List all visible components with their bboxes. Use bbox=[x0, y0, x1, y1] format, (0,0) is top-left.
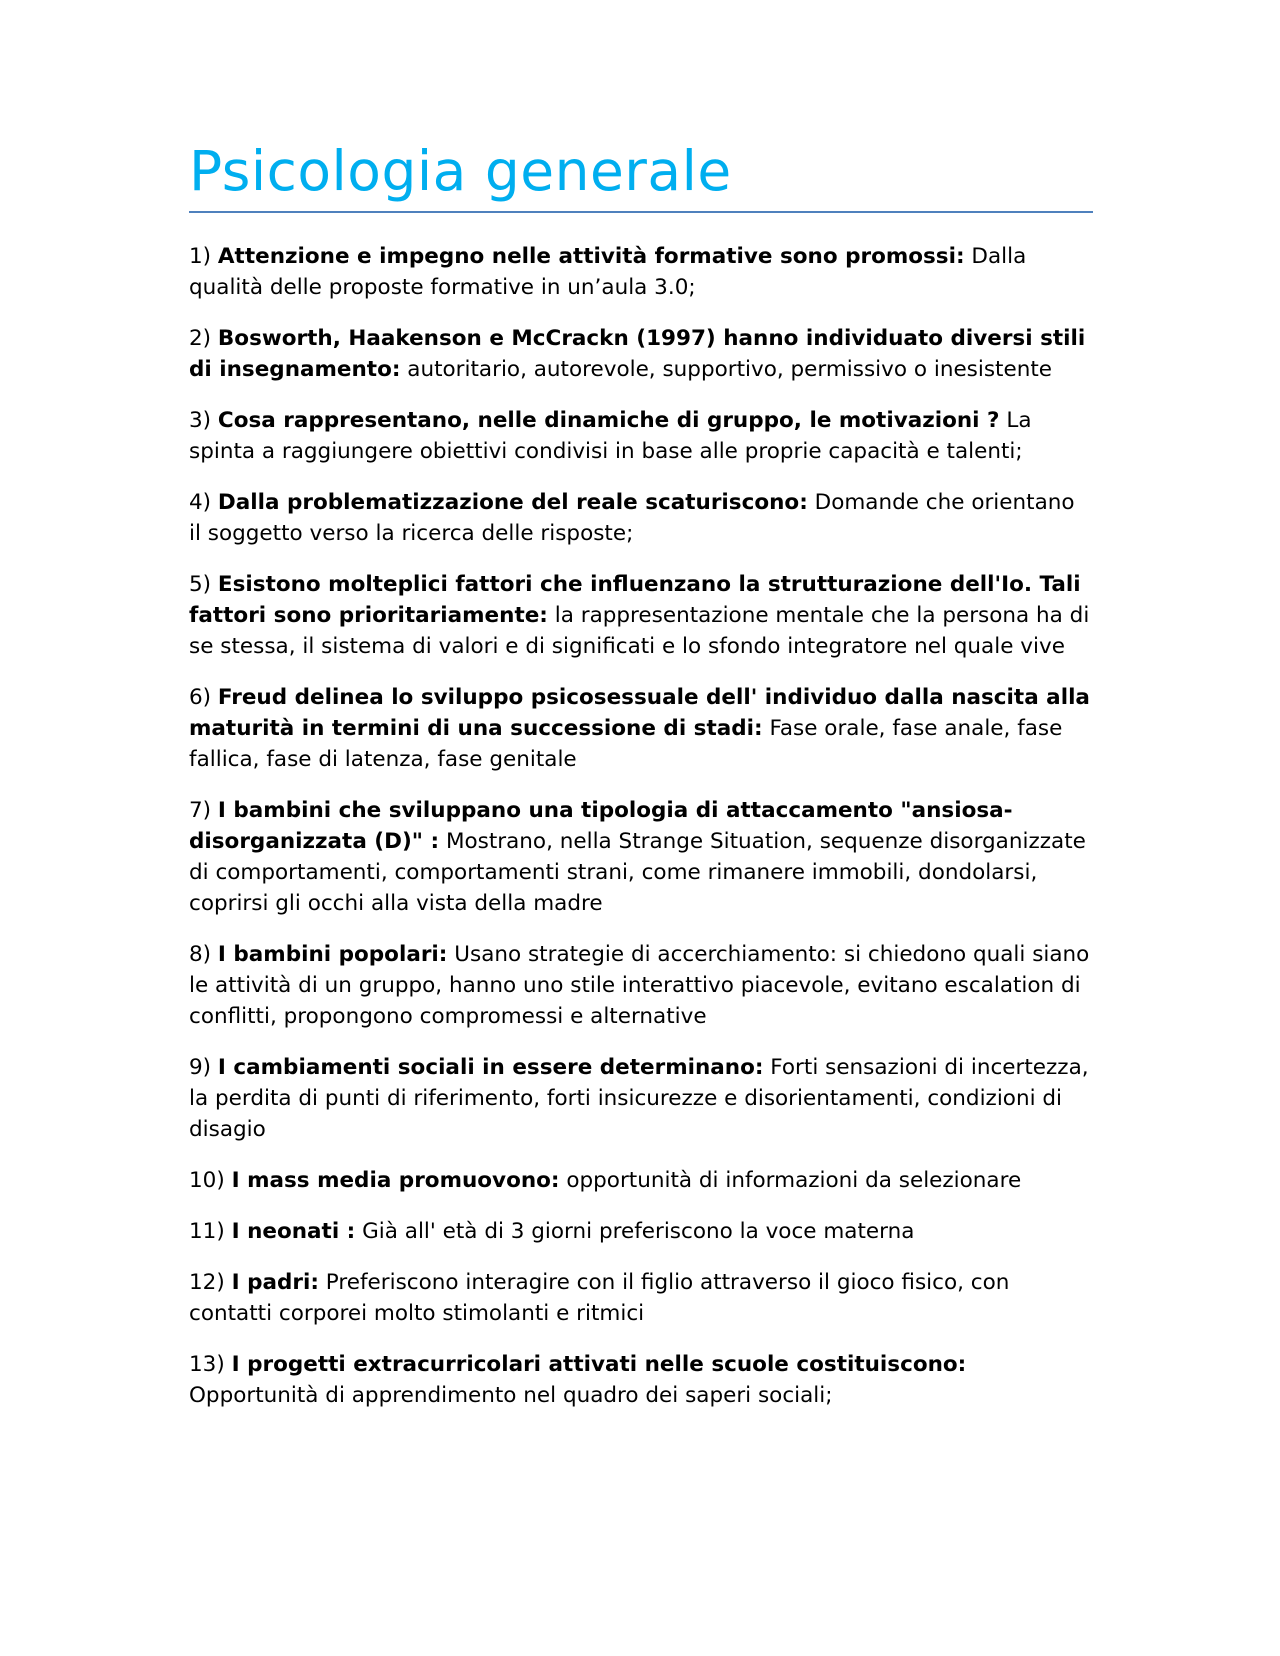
answer-text: opportunità di informazioni da selezionare bbox=[566, 1168, 1022, 1194]
question-number: 3) bbox=[189, 408, 212, 434]
question-item bbox=[189, 405, 1093, 467]
question-text: Attenzione e impegno nelle attività formative sono promossi: bbox=[217, 244, 965, 270]
question-number: 8) bbox=[189, 942, 212, 968]
question-number: 12) bbox=[189, 1270, 225, 1296]
question-text: Dalla problematizzazione del reale scaturiscono: bbox=[217, 490, 808, 516]
question-item bbox=[189, 241, 1093, 303]
question-number: 5) bbox=[189, 572, 212, 598]
question-text: Bosworth, Haakenson e McCrackn (1997) hanno individuato diversi stili di insegnamento: bbox=[189, 326, 1086, 383]
question-item bbox=[189, 1052, 1093, 1145]
question-number: 9) bbox=[189, 1055, 212, 1081]
answer-text: la rappresentazione mentale che la persona ha di se stessa, il sistema di valori e di significati e lo sfondo integratore nel quale vive bbox=[189, 603, 1090, 660]
question-list bbox=[189, 241, 1093, 1411]
answer-text: Usano strategie di accerchiamento: si chiedono quali siano le attività di un gruppo, hanno uno stile interattivo piacevole, evitano escalation di conflitti, propongono compromessi e alternative bbox=[189, 942, 1090, 1030]
answer-text: Domande che orientano il soggetto verso la ricerca delle risposte; bbox=[189, 490, 1075, 547]
question-number: 4) bbox=[189, 490, 212, 516]
question-item bbox=[189, 939, 1093, 1032]
question-number: 2) bbox=[189, 326, 212, 352]
answer-text: Preferiscono interagire con il figlio attraverso il gioco fisico, con contatti corporei molto stimolanti e ritmici bbox=[189, 1270, 1010, 1327]
answer-text: autoritario, autorevole, supportivo, permissivo o inesistente bbox=[407, 357, 1053, 383]
answer-text: Fase orale, fase anale, fase fallica, fase di latenza, fase genitale bbox=[189, 716, 1063, 773]
page-title: Psicologia generale bbox=[189, 140, 1093, 213]
question-text: Cosa rappresentano, nelle dinamiche di gruppo, le motivazioni ? bbox=[217, 408, 1000, 434]
answer-text: Opportunità di apprendimento nel quadro dei saperi sociali; bbox=[189, 1383, 833, 1409]
question-item bbox=[189, 323, 1093, 385]
question-item bbox=[189, 569, 1093, 662]
question-number: 13) bbox=[189, 1352, 225, 1378]
answer-text: Forti sensazioni di incertezza, la perdita di punti di riferimento, forti insicurezze e disorientamenti, condizioni di disagio bbox=[189, 1055, 1089, 1143]
question-number: 7) bbox=[189, 798, 212, 824]
question-item bbox=[189, 487, 1093, 549]
question-item bbox=[189, 1216, 1093, 1247]
question-number: 11) bbox=[189, 1219, 225, 1245]
question-number: 6) bbox=[189, 685, 212, 711]
question-item bbox=[189, 682, 1093, 775]
question-text: Freud delinea lo sviluppo psicosessuale dell' individuo dalla nascita alla maturità in termini di una successione di stadi: bbox=[189, 685, 1090, 742]
question-text: I neonati : bbox=[231, 1219, 356, 1245]
answer-text: La spinta a raggiungere obiettivi condivisi in base alle proprie capacità e talenti; bbox=[189, 408, 1032, 465]
question-text: I cambiamenti sociali in essere determinano: bbox=[217, 1055, 764, 1081]
question-text: I mass media promuovono: bbox=[231, 1168, 560, 1194]
question-item bbox=[189, 795, 1093, 919]
question-text: I padri: bbox=[231, 1270, 319, 1296]
question-item bbox=[189, 1349, 1093, 1411]
document-page bbox=[189, 140, 1093, 1431]
question-item bbox=[189, 1267, 1093, 1329]
answer-text: Mostrano, nella Strange Situation, sequenze disorganizzate di comportamenti, comportamenti strani, come rimanere immobili, dondolarsi, coprirsi gli occhi alla vista della madre bbox=[189, 829, 1086, 917]
question-text: Esistono molteplici fattori che influenzano la strutturazione dell'Io. Tali fattori sono prioritariamente: bbox=[189, 572, 1081, 629]
question-text: I progetti extracurricolari attivati nelle scuole costituiscono: bbox=[231, 1352, 967, 1378]
question-number: 1) bbox=[189, 244, 212, 270]
question-text: I bambini popolari: bbox=[217, 942, 448, 968]
question-text: I bambini che sviluppano una tipologia di attaccamento "ansiosa-disorganizzata (D)" : bbox=[189, 798, 1013, 855]
answer-text: Già all' età di 3 giorni preferiscono la voce materna bbox=[362, 1219, 915, 1245]
question-number: 10) bbox=[189, 1168, 225, 1194]
question-item bbox=[189, 1165, 1093, 1196]
answer-text: Dalla qualità delle proposte formative in un’aula 3.0; bbox=[189, 244, 1027, 301]
